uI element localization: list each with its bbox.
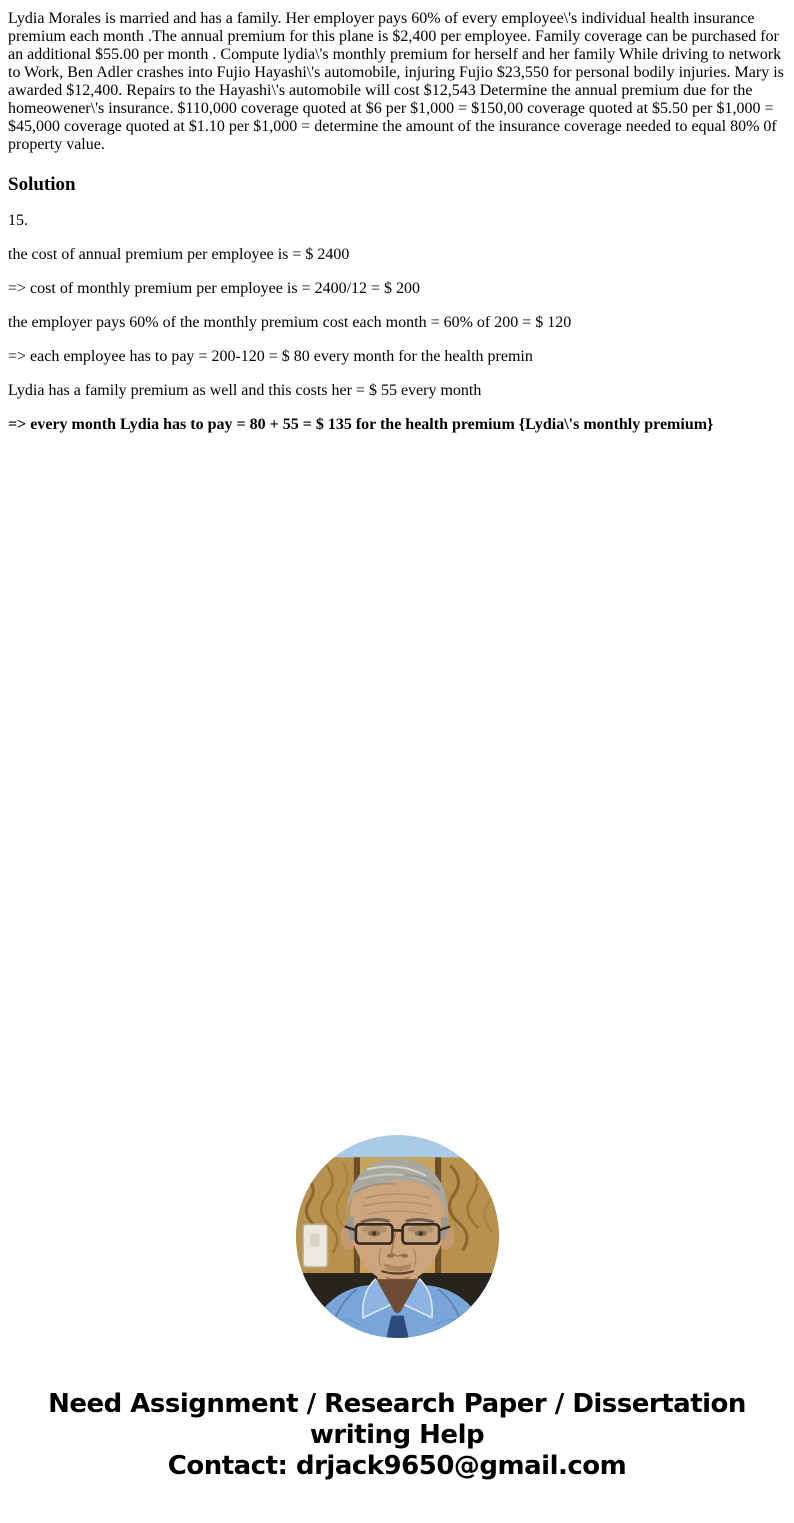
tutor-portrait-photo (296, 1135, 499, 1338)
solution-step: Lydia has a family premium as well and this costs her = $ 55 every month (8, 382, 482, 399)
solution-step: => each employee has to pay = 200-120 = $ 80 every month for the health premin (8, 348, 533, 365)
contact-email-line: Contact: drjack9650@gmail.com (167, 1451, 627, 1481)
solution-step: => cost of monthly premium per employee is = 2400/12 = $ 200 (8, 280, 421, 297)
solution-step: the employer pays 60% of the monthly premium cost each month = 60% of 200 = $ 120 (8, 314, 572, 331)
footer-banner (8, 1389, 786, 1482)
solution-conclusion: => every month Lydia has to pay = 80 + 55 = $ 135 for the health premium {Lydia\'s monthly premium} (8, 416, 714, 433)
solution-step: the cost of annual premium per employee is = $ 2400 (8, 246, 350, 263)
solution-step-number: 15. (8, 212, 28, 229)
portrait-photo-illustration (296, 1135, 499, 1338)
footer-help-line-2: writing Help (309, 1420, 485, 1450)
question-paragraph: Lydia Morales is married and has a family. Her employer pays 60% of every employee\'s individual health insurance premium each month .The annual premium for this plane is $2,400 per employee. Family coverage can be purchased for an additional $55.00 per month . Compute lydia\'s monthly premium for herself and her family While driving to network to Work, Ben Adler crashes into Fujio Hayashi\'s automobile, injuring Fujio $23,550 for personal bodily injuries. Mary is awarded $12,400. Repairs to the Hayashi\'s automobile will cost $12,543 Determine the annual premium due for the homeowener\'s insurance. $110,000 coverage quoted at $6 per $1,000 = $150,00 coverage quoted at $5.50 per $1,000 = $45,000 coverage quoted at $1.10 per $1,000 = determine the amount of the insurance coverage needed to equal 80% 0f property value. (8, 10, 784, 153)
footer-help-line-1: Need Assignment / Research Paper / Dissertation (48, 1389, 746, 1419)
solution-heading: Solution (8, 174, 76, 195)
